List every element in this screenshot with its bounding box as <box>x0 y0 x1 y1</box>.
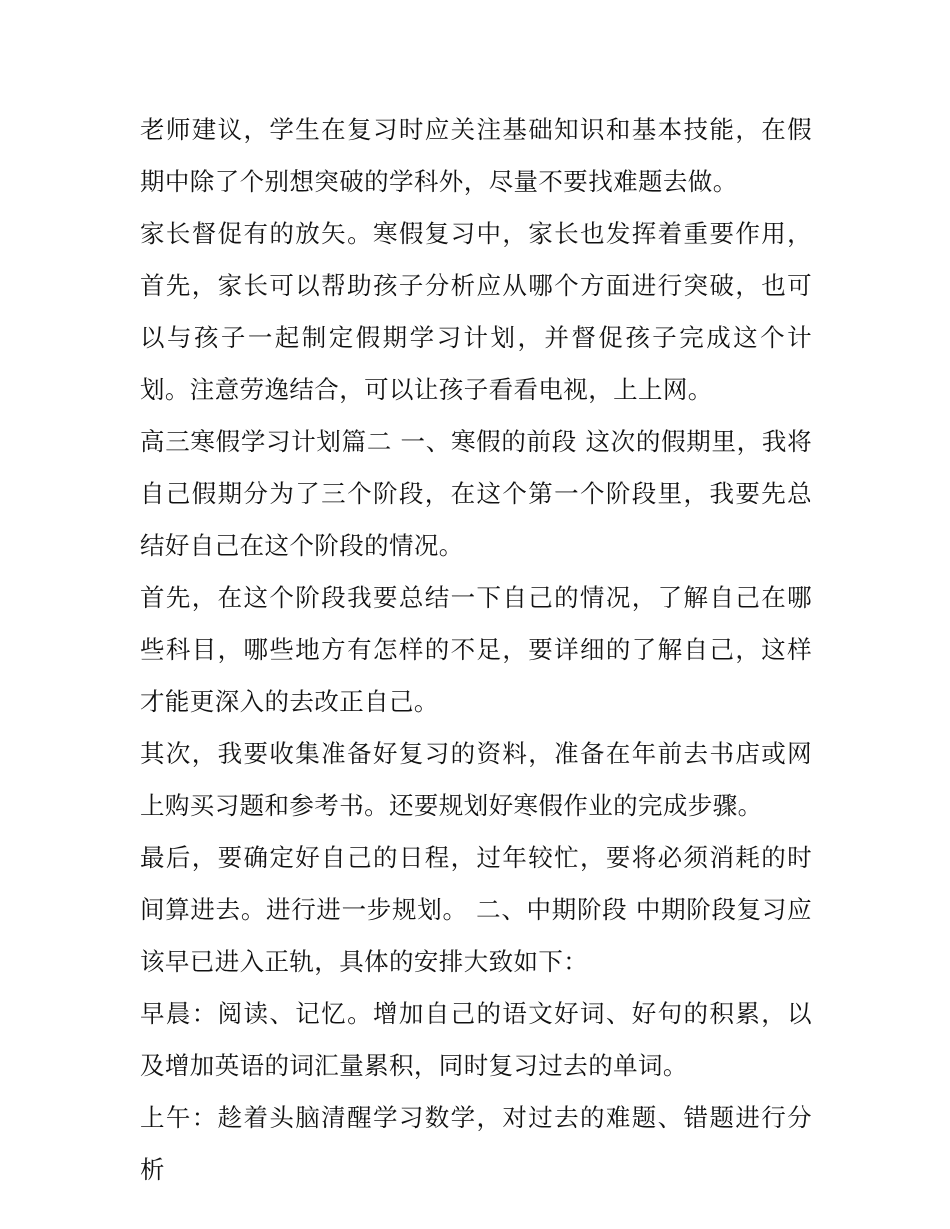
paragraph-2: 家长督促有的放矢。寒假复习中，家长也发挥着重要作用，首先，家长可以帮助孩子分析应从哪个方面进行突破，也可以与孩子一起制定假期学习计划，并督促孩子完成这个计划。注意劳逸结合，可以让孩子看看电视，上上网。 <box>140 219 812 404</box>
document-body <box>140 104 812 1196</box>
paragraph-5: 其次，我要收集准备好复习的资料，准备在年前去书店或网上购买习题和参考书。还要规划好寒假作业的完成步骤。 <box>140 739 812 820</box>
paragraph-8: 上午：趁着头脑清醒学习数学，对过去的难题、错题进行分析 <box>140 1103 812 1184</box>
paragraph-6: 最后，要确定好自己的日程，过年较忙，要将必须消耗的时间算进去。进行进一步规划。 二、中期阶段 中期阶段复习应该早已进入正轨，具体的安排大致如下： <box>140 843 812 976</box>
paragraph-4: 首先，在这个阶段我要总结一下自己的情况，了解自己在哪些科目，哪些地方有怎样的不足，要详细的了解自己，这样才能更深入的去改正自己。 <box>140 583 812 716</box>
paragraph-7: 早晨：阅读、记忆。增加自己的语文好词、好句的积累，以及增加英语的词汇量累积，同时复习过去的单词。 <box>140 999 812 1080</box>
paragraph-1: 老师建议，学生在复习时应关注基础知识和基本技能，在假期中除了个别想突破的学科外，尽量不要找难题去做。 <box>140 115 812 196</box>
paragraph-3: 高三寒假学习计划篇二 一、寒假的前段 这次的假期里，我将自己假期分为了三个阶段，在这个第一个阶段里，我要先总结好自己在这个阶段的情况。 <box>140 427 812 560</box>
